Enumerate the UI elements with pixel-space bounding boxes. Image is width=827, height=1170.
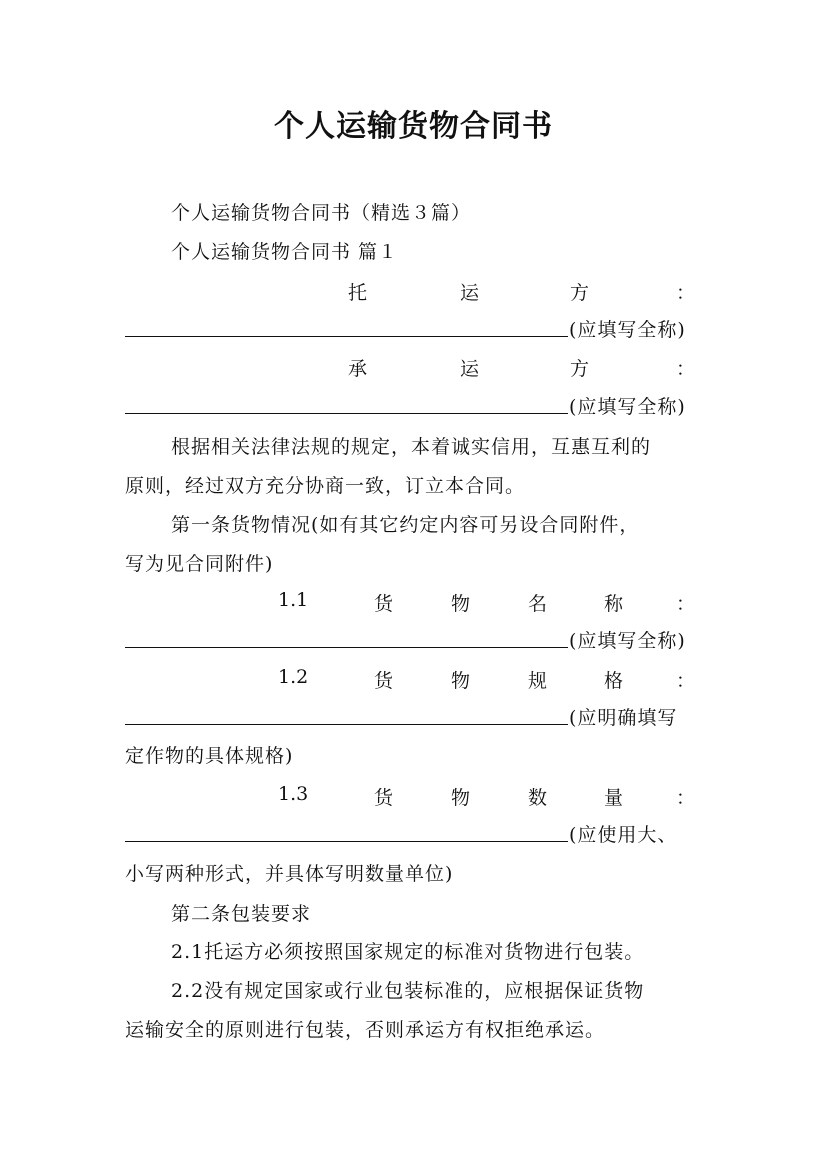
- carrier-label-char-1: 承: [348, 358, 368, 380]
- item-1-2-note-cont: 定作物的具体规格): [125, 745, 294, 767]
- preamble-line-1: 根据相关法律法规的规定，本着诚实信用，互惠互利的: [171, 436, 652, 458]
- item-1-1-char-2: 物: [451, 593, 471, 615]
- carrier-label-char-2: 运: [460, 358, 480, 380]
- carrier-note: (应填写全称): [569, 396, 686, 418]
- section-heading: 个人运输货物合同书 篇１: [171, 241, 399, 263]
- item-1-1-char-3: 名: [528, 593, 548, 615]
- item-1-1-fill-line: [125, 647, 568, 648]
- item-1-1-char-1: 货: [374, 593, 394, 615]
- article1-line-1: 第一条货物情况(如有其它约定内容可另设合同附件，: [171, 514, 640, 536]
- item-1-2-fill-line: [125, 724, 568, 725]
- shipper-label-colon: ：: [676, 282, 696, 304]
- item-1-1-colon: ：: [676, 593, 696, 615]
- item-1-2-note: (应明确填写: [569, 707, 678, 729]
- item-1-3-note-cont: 小写两种形式，并具体写明数量单位): [125, 863, 454, 885]
- shipper-label-char-2: 运: [460, 282, 480, 304]
- shipper-note: (应填写全称): [569, 319, 686, 341]
- carrier-label-colon: ：: [676, 358, 696, 380]
- clause-2-1: 2.1托运方必须按照国家规定的标准对货物进行包装。: [171, 941, 645, 963]
- item-1-3-char-4: 量: [604, 787, 624, 809]
- item-1-3-colon: ：: [676, 787, 696, 809]
- item-1-2-char-1: 货: [374, 670, 394, 692]
- clause-2-2-line-2: 运输安全的原则进行包装，否则承运方有权拒绝承运。: [125, 1019, 606, 1041]
- item-1-3-char-3: 数: [528, 787, 548, 809]
- item-1-2-char-2: 物: [451, 670, 471, 692]
- preamble-line-2: 原则，经过双方充分协商一致，订立本合同。: [125, 475, 526, 497]
- carrier-fill-line: [125, 413, 568, 414]
- shipper-label-char-1: 托: [348, 282, 368, 304]
- item-1-1-number: 1.1: [278, 589, 309, 611]
- item-1-3-fill-line: [125, 841, 568, 842]
- document-title: 个人运输货物合同书: [274, 109, 553, 144]
- item-1-2-char-4: 格: [604, 670, 624, 692]
- item-1-3-char-1: 货: [374, 787, 394, 809]
- item-1-2-colon: ：: [676, 670, 696, 692]
- item-1-1-note: (应填写全称): [569, 630, 686, 652]
- item-1-2-char-3: 规: [528, 670, 548, 692]
- item-1-3-number: 1.3: [278, 783, 309, 805]
- shipper-label-char-3: 方: [570, 282, 590, 304]
- article2-heading: 第二条包装要求: [171, 903, 312, 925]
- shipper-fill-line: [125, 336, 568, 337]
- item-1-3-note: (应使用大、: [569, 824, 678, 846]
- article1-line-2: 写为见合同附件): [125, 553, 274, 575]
- clause-2-2-line-1: 2.2没有规定国家或行业包装标准的，应根据保证货物: [171, 980, 645, 1002]
- item-1-2-number: 1.2: [278, 666, 309, 688]
- item-1-1-char-4: 称: [604, 593, 624, 615]
- document-subtitle: 个人运输货物合同书（精选３篇）: [171, 202, 472, 224]
- item-1-3-char-2: 物: [451, 787, 471, 809]
- carrier-label-char-3: 方: [570, 358, 590, 380]
